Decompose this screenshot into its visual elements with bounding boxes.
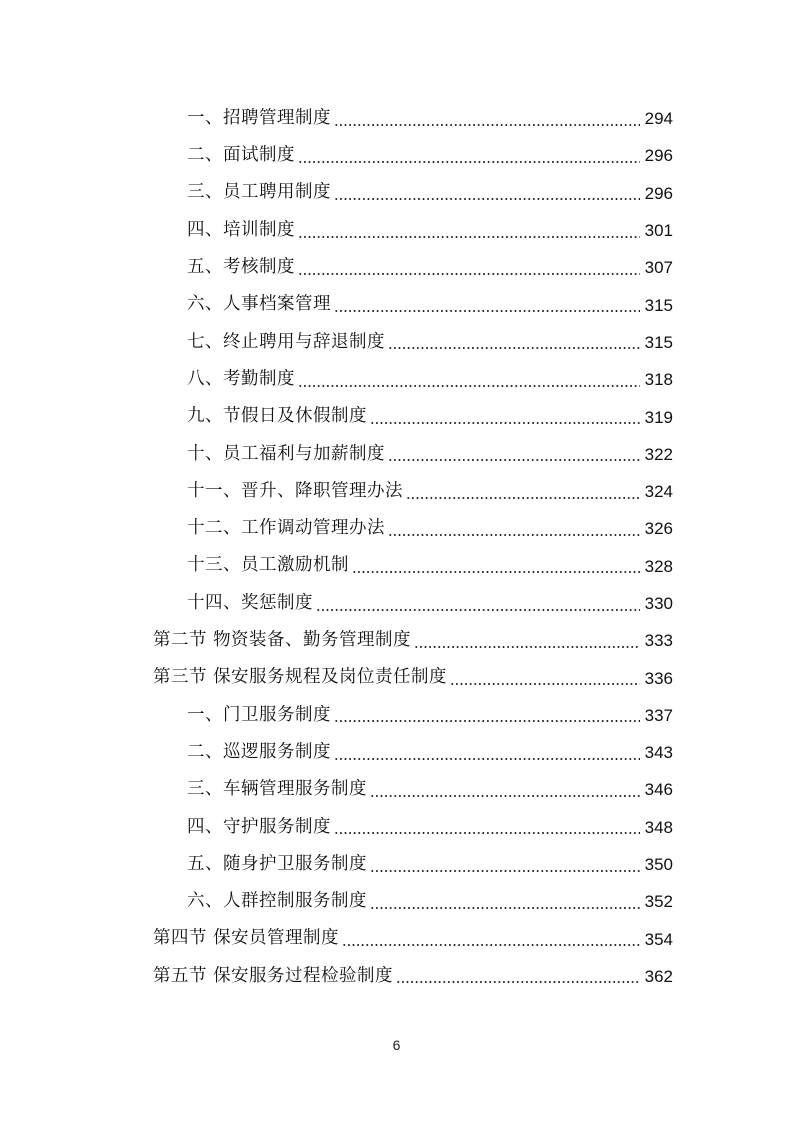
toc-entry-title: 九、节假日及休假制度 xyxy=(187,406,367,427)
toc-dot-leader xyxy=(298,385,640,387)
toc-entry[interactable] xyxy=(0,958,793,995)
toc-dot-leader xyxy=(334,124,640,126)
toc-entry-page: 348 xyxy=(644,817,673,837)
toc-entry[interactable] xyxy=(0,100,793,137)
toc-entry-page: 301 xyxy=(644,221,673,241)
toc-entry-page: 343 xyxy=(644,743,673,763)
toc-dot-leader xyxy=(316,609,640,611)
toc-entry-page: 322 xyxy=(644,444,673,464)
toc-entry-title: 十、员工福利与加薪制度 xyxy=(187,443,385,464)
toc-entry-title: 十二、工作调动管理办法 xyxy=(187,518,385,539)
toc-entry-page: 336 xyxy=(644,668,673,688)
toc-dot-leader xyxy=(388,347,640,349)
toc-dot-leader xyxy=(370,870,640,872)
toc-entry[interactable] xyxy=(0,585,793,622)
toc-dot-leader xyxy=(450,683,640,685)
toc-dot-leader xyxy=(342,944,640,946)
toc-entry-page: 307 xyxy=(644,258,673,278)
toc-dot-leader xyxy=(298,273,640,275)
toc-entry[interactable] xyxy=(0,548,793,585)
toc-entry-page: 318 xyxy=(644,370,673,390)
toc-entry[interactable] xyxy=(0,883,793,920)
toc-dot-leader xyxy=(334,832,640,834)
toc-entry-page: 324 xyxy=(644,482,673,502)
toc-entry-title: 四、守护服务制度 xyxy=(187,816,331,837)
toc-entry-page: 296 xyxy=(644,146,673,166)
toc-entry[interactable] xyxy=(0,175,793,212)
toc-entry-page: 330 xyxy=(644,594,673,613)
toc-entry-title: 二、巡逻服务制度 xyxy=(187,741,331,762)
toc-entry-title: 五、考核制度 xyxy=(187,257,295,278)
toc-entry-page: 328 xyxy=(644,556,673,576)
toc-entry-title: 二、面试制度 xyxy=(187,145,295,166)
toc-entry[interactable] xyxy=(0,697,793,734)
toc-entry-title: 八、考勤制度 xyxy=(187,368,295,389)
toc-entry-page: 350 xyxy=(644,855,673,875)
toc-entry-page: 296 xyxy=(644,183,673,203)
toc-entry-title: 十三、员工激励机制 xyxy=(187,555,349,576)
toc-entry[interactable] xyxy=(0,137,793,174)
toc-entry-page: 337 xyxy=(644,705,673,725)
toc-entry-title: 一、门卫服务制度 xyxy=(187,704,331,725)
toc-entry-page: 315 xyxy=(644,332,673,352)
toc-entry-page: 346 xyxy=(644,780,673,800)
toc-dot-leader xyxy=(370,422,640,424)
toc-dot-leader xyxy=(370,795,640,797)
toc-entry[interactable] xyxy=(0,921,793,958)
toc-entry-page: 315 xyxy=(644,295,673,315)
toc-dot-leader xyxy=(370,907,640,909)
toc-dot-leader xyxy=(352,571,640,573)
toc-dot-leader xyxy=(334,720,640,722)
toc-entry-title: 第五节 保安服务过程检验制度 xyxy=(153,965,394,986)
toc-entry[interactable] xyxy=(0,361,793,398)
toc-entry-title: 五、随身护卫服务制度 xyxy=(187,853,367,874)
toc-dot-leader xyxy=(334,310,640,312)
toc-dot-leader xyxy=(388,459,640,461)
toc-dot-leader xyxy=(388,534,640,536)
toc-entry-title: 四、培训制度 xyxy=(187,219,295,240)
toc-entry[interactable] xyxy=(0,249,793,286)
toc-dot-leader xyxy=(298,236,640,238)
table-of-contents xyxy=(0,100,793,995)
toc-entry-page: 354 xyxy=(644,929,673,949)
toc-entry-title: 十四、奖惩制度 xyxy=(187,592,313,613)
toc-entry[interactable] xyxy=(0,622,793,659)
toc-entry-page: 352 xyxy=(644,892,673,912)
toc-entry[interactable] xyxy=(0,473,793,510)
toc-entry-title: 第三节 保安服务规程及岗位责任制度 xyxy=(153,667,448,688)
toc-dot-leader xyxy=(334,198,640,200)
toc-dot-leader xyxy=(406,497,640,499)
toc-entry[interactable] xyxy=(0,286,793,323)
toc-entry-title: 第四节 保安员管理制度 xyxy=(153,928,340,949)
toc-entry-title: 一、招聘管理制度 xyxy=(187,107,331,128)
toc-dot-leader xyxy=(334,758,640,760)
toc-entry[interactable] xyxy=(0,212,793,249)
toc-entry[interactable] xyxy=(0,734,793,771)
toc-entry[interactable] xyxy=(0,510,793,547)
toc-entry[interactable] xyxy=(0,771,793,808)
toc-dot-leader xyxy=(414,646,640,648)
toc-entry-page: 326 xyxy=(644,519,673,539)
toc-entry-page: 319 xyxy=(644,407,673,427)
toc-entry[interactable] xyxy=(0,398,793,435)
toc-entry-title: 三、车辆管理服务制度 xyxy=(187,779,367,800)
toc-entry-title: 三、员工聘用制度 xyxy=(187,182,331,203)
toc-entry[interactable] xyxy=(0,809,793,846)
toc-dot-leader xyxy=(396,981,640,983)
toc-entry[interactable] xyxy=(0,436,793,473)
toc-entry-page: 294 xyxy=(644,109,673,129)
page-number: 6 xyxy=(392,1037,401,1053)
toc-entry-title: 六、人群控制服务制度 xyxy=(187,891,367,912)
toc-entry[interactable] xyxy=(0,659,793,696)
toc-entry-title: 十一、晋升、降职管理办法 xyxy=(187,480,403,501)
toc-entry-page: 333 xyxy=(644,631,673,651)
toc-dot-leader xyxy=(298,161,640,163)
toc-entry-title: 第二节 物资装备、勤务管理制度 xyxy=(153,630,412,651)
toc-entry-title: 六、人事档案管理 xyxy=(187,294,331,315)
toc-entry[interactable] xyxy=(0,324,793,361)
toc-entry[interactable] xyxy=(0,846,793,883)
toc-entry-page: 362 xyxy=(644,966,673,986)
toc-entry-title: 七、终止聘用与辞退制度 xyxy=(187,331,385,352)
